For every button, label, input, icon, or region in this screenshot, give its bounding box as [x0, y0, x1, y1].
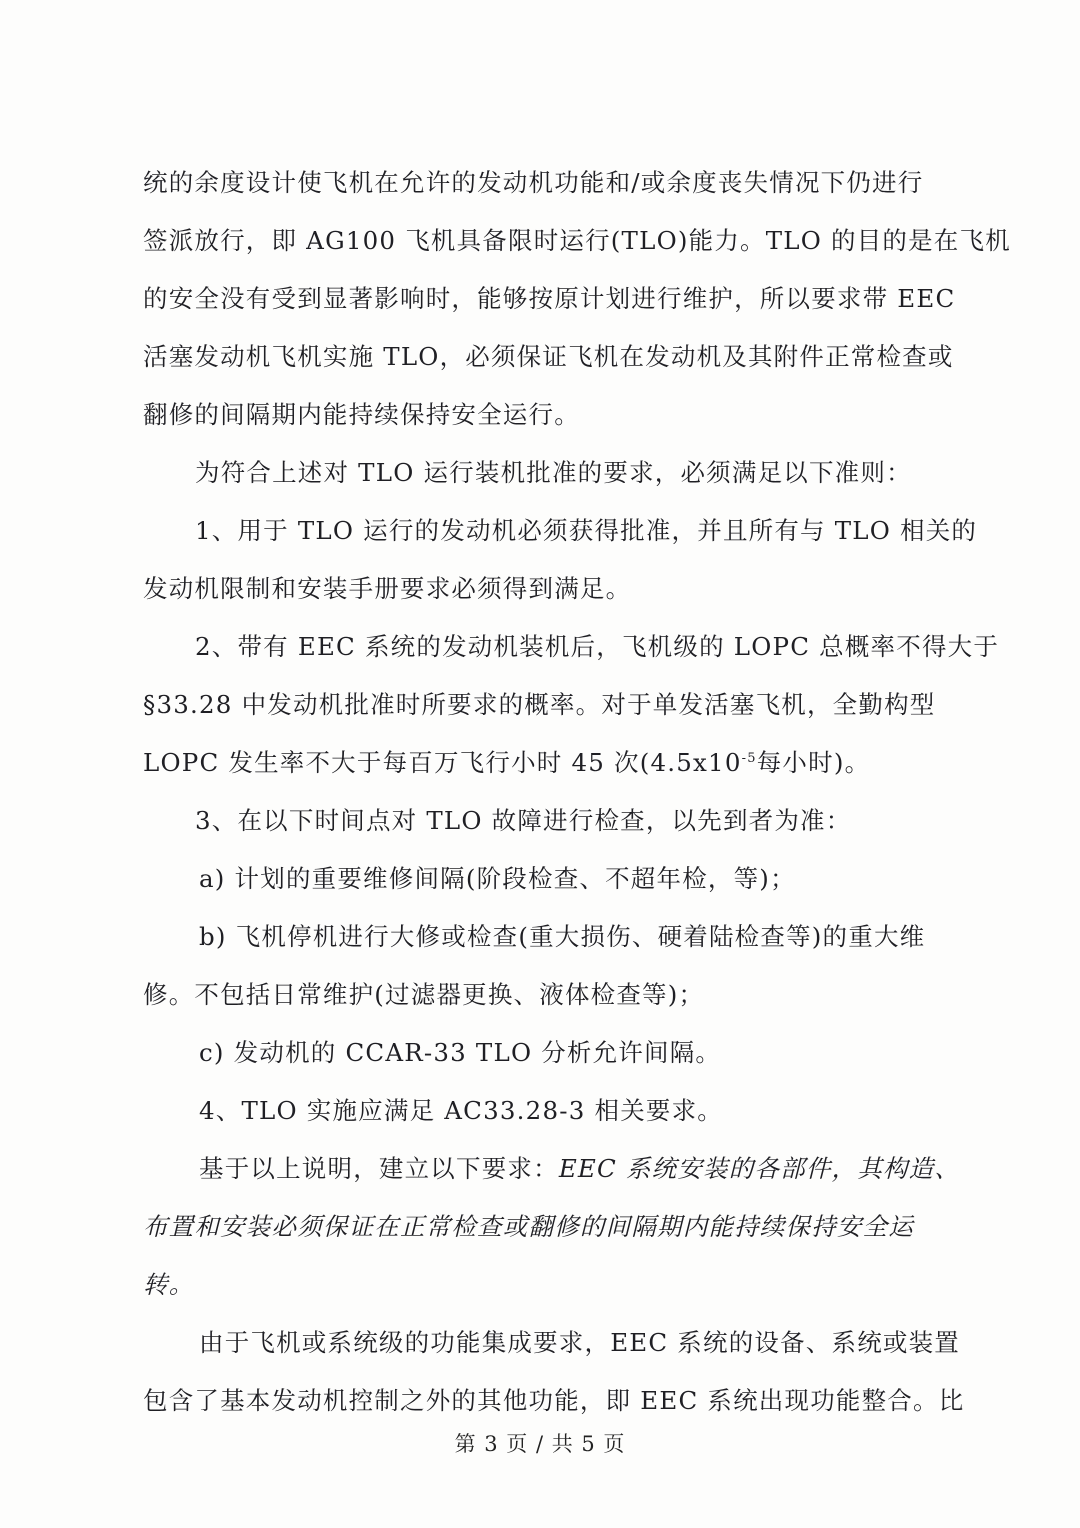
paragraph-line: 签派放行，即 AG100 飞机具备限时运行(TLO)能力。TLO 的目的是在飞机 — [143, 226, 1011, 255]
paragraph-line: 活塞发动机飞机实施 TLO，必须保证飞机在发动机及其附件正常检查或 — [143, 342, 954, 371]
paragraph-line: 包含了基本发动机控制之外的其他功能，即 EEC 系统出现功能整合。比 — [143, 1386, 965, 1415]
criteria-intro: 为符合上述对 TLO 运行装机批准的要求，必须满足以下准则： — [195, 458, 912, 487]
criterion-2-lopc-line — [143, 734, 943, 792]
criterion-4-line: 4、TLO 实施应满足 AC33.28-3 相关要求。 — [199, 1096, 723, 1125]
paragraph-line: 的安全没有受到显著影响时，能够按原计划进行维护，所以要求带 EEC — [143, 284, 956, 313]
lopc-text-end: 每小时)。 — [756, 748, 871, 777]
criterion-3b-line: b) 飞机停机进行大修或检查(重大损伤、硬着陆检查等)的重大维 — [199, 922, 926, 951]
criterion-3b-line: 修。不包括日常维护(过滤器更换、液体检查等)； — [143, 980, 705, 1009]
criterion-2-line: 2、带有 EEC 系统的发动机装机后，飞机级的 LOPC 总概率不得大于 — [195, 632, 1000, 661]
paragraph-line: 统的余度设计使飞机在允许的发动机功能和/或余度丧失情况下仍进行 — [143, 168, 924, 197]
lopc-text: LOPC 发生率不大于每百万飞行小时 45 次(4.5x10 — [143, 748, 742, 777]
criterion-3-line: 3、在以下时间点对 TLO 故障进行检查，以先到者为准： — [195, 806, 852, 835]
body-text — [143, 154, 1011, 1430]
criterion-2-line: §33.28 中发动机批准时所要求的概率。对于单发活塞飞机，全勤构型 — [143, 690, 936, 719]
requirement-lead: 基于以上说明，建立以下要求： — [199, 1154, 559, 1183]
criterion-3a-line: a) 计划的重要维修间隔(阶段检查、不超年检，等)； — [199, 864, 796, 893]
paragraph-line: 翻修的间隔期内能持续保持安全运行。 — [143, 400, 580, 429]
criterion-1-line: 1、用于 TLO 运行的发动机必须获得批准，并且所有与 TLO 相关的 — [195, 516, 978, 545]
criterion-3c-line: c) 发动机的 CCAR-33 TLO 分析允许间隔。 — [199, 1038, 722, 1067]
requirement-italic: EEC 系统安装的各部件，其构造、 — [558, 1154, 961, 1183]
paragraph-line: 由于飞机或系统级的功能集成要求，EEC 系统的设备、系统或装置 — [199, 1328, 960, 1357]
requirement-line — [143, 1140, 961, 1198]
page-number-footer: 第 3 页 / 共 5 页 — [454, 1432, 626, 1456]
requirement-italic-line: 转。 — [143, 1270, 195, 1299]
requirement-italic-line: 布置和安装必须保证在正常检查或翻修的间隔期内能持续保持安全运 — [143, 1212, 914, 1241]
criterion-1-line: 发动机限制和安装手册要求必须得到满足。 — [143, 574, 632, 603]
lopc-exponent: -5 — [741, 750, 757, 766]
